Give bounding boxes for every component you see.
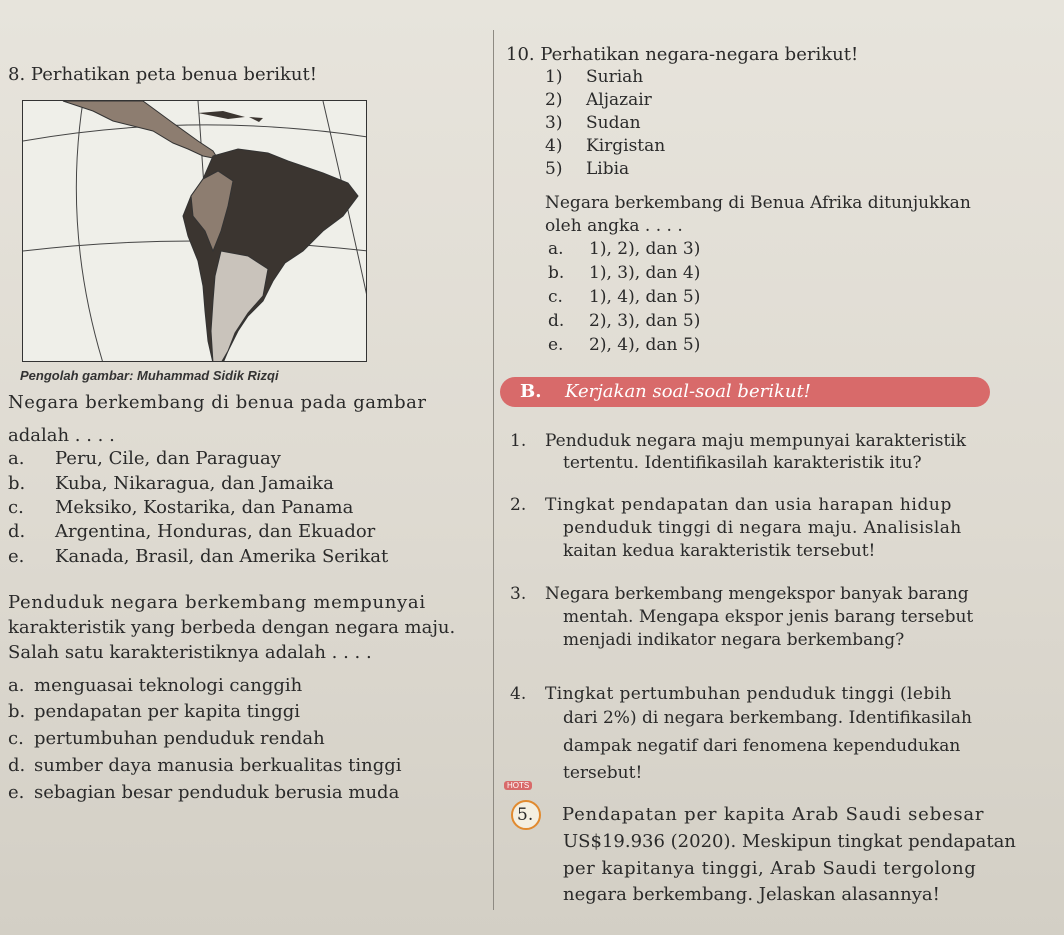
item-text: Aljazair (586, 90, 652, 110)
option-letter: a. (548, 239, 564, 259)
essay-3-number: 3. (510, 584, 527, 604)
essay-4-line-4: tersebut! (563, 763, 643, 783)
essay-5-line-1: Pendapatan per kapita Arab Saudi sebesar (562, 804, 985, 825)
essay-4-line-1: Tingkat pertumbuhan penduduk tinggi (lebih (545, 684, 952, 704)
option-text: 1), 4), dan 5) (589, 287, 701, 307)
q8-option-c[interactable] (8, 497, 354, 519)
map-credit: Pengolah gambar: Muhammad Sidik Rizqi (20, 368, 279, 383)
q10-item-1 (545, 67, 644, 88)
q10-item-4 (545, 136, 666, 157)
item-number: 3) (545, 113, 563, 133)
option-letter: b. (8, 701, 26, 722)
q10-option-a[interactable] (548, 239, 701, 260)
q10-header (506, 44, 858, 66)
essay-2-line-1: Tingkat pendapatan dan usia harapan hidup (545, 495, 952, 515)
q8-stem-line-2: adalah . . . . (8, 425, 115, 446)
item-text: Libia (586, 159, 630, 179)
q9-option-d[interactable] (8, 755, 402, 777)
option-letter: e. (548, 335, 564, 355)
q9-stem-line-3: Salah satu karakteristiknya adalah . . . . (8, 642, 372, 663)
option-text: sebagian besar penduduk berusia muda (34, 782, 400, 803)
q9-option-c[interactable] (8, 728, 325, 750)
option-letter: c. (8, 497, 24, 518)
central-america-shape (63, 101, 218, 159)
essay-2-number: 2. (510, 495, 527, 515)
q9-option-b[interactable] (8, 701, 301, 723)
q8-option-a[interactable] (8, 448, 281, 470)
q10-item-2 (545, 90, 652, 111)
option-text: 1), 3), dan 4) (589, 263, 701, 283)
q8-number: 8. (8, 64, 26, 85)
option-text: Meksiko, Kostarika, dan Panama (55, 497, 354, 518)
option-text: 2), 4), dan 5) (589, 335, 701, 355)
option-letter: b. (8, 473, 26, 494)
q8-prompt: Perhatikan peta benua berikut! (30, 64, 317, 85)
option-letter: c. (8, 728, 24, 749)
q9-stem-line-2: karakteristik yang berbeda dengan negara maju. (8, 617, 456, 638)
essay-4-line-3: dampak negatif dari fenomena kependudukan (563, 736, 961, 756)
essay-3-line-2: mentah. Mengapa ekspor jenis barang tersebut (563, 607, 974, 627)
option-text: pertumbuhan penduduk rendah (34, 728, 325, 749)
essay-5-line-4: negara berkembang. Jelaskan alasannya! (563, 884, 940, 905)
column-divider (493, 30, 494, 910)
essay-1-line-2: tertentu. Identifikasilah karakteristik itu? (563, 453, 922, 473)
q8-option-d[interactable] (8, 521, 376, 543)
option-letter: c. (548, 287, 563, 307)
essay-3-line-1: Negara berkembang mengekspor banyak barang (545, 584, 969, 604)
essay-3-line-3: menjadi indikator negara berkembang? (563, 630, 905, 650)
option-letter: d. (8, 755, 26, 776)
option-text: Peru, Cile, dan Paraguay (55, 448, 281, 469)
essay-5-number: 5. (517, 805, 534, 825)
hots-label: HOTS (504, 781, 532, 790)
q10-item-3 (545, 113, 641, 134)
q10-option-c[interactable] (548, 287, 701, 308)
essay-2-line-2: penduduk tinggi di negara maju. Analisislah (563, 518, 962, 538)
essay-2-line-3: kaitan kedua karakteristik tersebut! (563, 541, 876, 561)
q10-number: 10. (506, 44, 535, 65)
option-text: 1), 2), dan 3) (589, 239, 701, 259)
option-letter: a. (8, 448, 25, 469)
option-text: Argentina, Honduras, dan Ekuador (55, 521, 376, 542)
essay-1-number: 1. (510, 431, 527, 451)
option-letter: b. (548, 263, 565, 283)
q10-option-d[interactable] (548, 311, 701, 332)
section-b-title: Kerjakan soal-soal berikut! (565, 381, 811, 402)
q10-option-e[interactable] (548, 335, 701, 356)
q10-prompt: Perhatikan negara-negara berikut! (540, 44, 859, 65)
item-number: 1) (545, 67, 563, 87)
q10-option-b[interactable] (548, 263, 701, 284)
option-text: menguasai teknologi canggih (34, 675, 303, 696)
option-letter: e. (8, 782, 25, 803)
essay-5-line-3: per kapitanya tinggi, Arab Saudi tergolong (563, 858, 977, 879)
item-number: 2) (545, 90, 563, 110)
item-text: Suriah (586, 67, 644, 87)
q8-stem-line-1: Negara berkembang di benua pada gambar (8, 392, 427, 413)
q9-option-a[interactable] (8, 675, 303, 697)
option-text: 2), 3), dan 5) (589, 311, 701, 331)
essay-1-line-1: Penduduk negara maju mempunyai karakteristik (545, 431, 967, 451)
item-text: Sudan (586, 113, 641, 133)
q8-option-b[interactable] (8, 473, 334, 495)
q8-header (8, 64, 317, 86)
south-america-map (22, 100, 367, 362)
option-text: sumber daya manusia berkualitas tinggi (34, 755, 402, 776)
section-b-letter: B. (520, 381, 542, 402)
option-text: pendapatan per kapita tinggi (34, 701, 301, 722)
item-number: 4) (545, 136, 563, 156)
essay-4-line-2: dari 2%) di negara berkembang. Identifikasilah (563, 708, 972, 728)
southern-cone-shape (211, 251, 268, 362)
caribbean-islands-shape (198, 111, 263, 122)
item-text: Kirgistan (586, 136, 666, 156)
item-number: 5) (545, 159, 563, 179)
q10-item-5 (545, 159, 630, 180)
essay-4-number: 4. (510, 684, 527, 704)
option-text: Kuba, Nikaragua, dan Jamaika (55, 473, 334, 494)
option-text: Kanada, Brasil, dan Amerika Serikat (55, 546, 389, 567)
option-letter: e. (8, 546, 25, 567)
option-letter: a. (8, 675, 25, 696)
q9-stem-line-1: Penduduk negara berkembang mempunyai (8, 592, 426, 613)
q8-option-e[interactable] (8, 546, 389, 568)
option-letter: d. (548, 311, 565, 331)
q10-stem-line-2: oleh angka . . . . (545, 216, 683, 236)
q10-stem-line-1: Negara berkembang di Benua Afrika ditunjukkan (545, 193, 971, 213)
essay-5-line-2: US$19.936 (2020). Meskipun tingkat pendapatan (563, 831, 1016, 852)
map-graphic (23, 101, 367, 362)
option-letter: d. (8, 521, 26, 542)
q9-option-e[interactable] (8, 782, 400, 804)
